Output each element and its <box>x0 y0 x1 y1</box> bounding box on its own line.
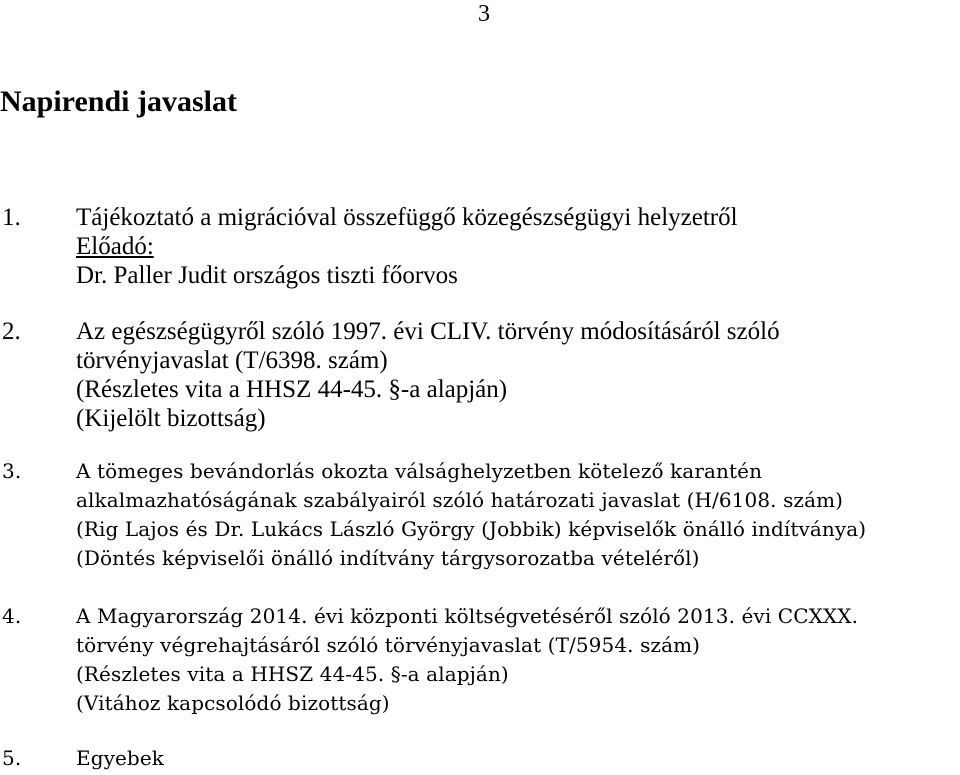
page-number: 3 <box>478 1 490 27</box>
presenter-name: Dr. Paller Judit országos tiszti főorvos <box>76 262 458 289</box>
agenda-item-number: 4. <box>2 604 22 628</box>
presenter-label: Előadó: <box>76 233 154 260</box>
agenda-item-line: alkalmazhatóságának szabályairól szóló határozati javaslat (H/6108. szám) <box>76 488 844 512</box>
agenda-item-line: Tájékoztató a migrációval összefüggő közegészségügyi helyzetről <box>76 204 738 231</box>
agenda-item-number: 2. <box>2 318 21 345</box>
agenda-item-number: 3. <box>2 459 22 483</box>
agenda-item-line: (Részletes vita a HHSZ 44-45. §-a alapján) <box>76 376 508 403</box>
agenda-item-line: (Döntés képviselői önálló indítvány tárgysorozatba vételéről) <box>76 546 700 570</box>
agenda-item-number: 1. <box>2 204 21 231</box>
agenda-item-line: (Vitához kapcsolódó bizottság) <box>76 691 390 715</box>
agenda-item-line: (Kijelölt bizottság) <box>76 405 266 432</box>
agenda-item-line: Az egészségügyről szóló 1997. évi CLIV. törvény módosításáról szóló <box>76 318 780 345</box>
agenda-item-line: (Részletes vita a HHSZ 44-45. §-a alapján) <box>76 662 509 686</box>
agenda-item-line: törvény végrehajtásáról szóló törvényjavaslat (T/5954. szám) <box>76 633 701 657</box>
page-title: Napirendi javaslat <box>0 85 237 118</box>
agenda-item-text <box>76 744 164 773</box>
agenda-item-line: A Magyarország 2014. évi központi költségvetéséről szóló 2013. évi CCXXX. <box>76 604 859 628</box>
agenda-item-text <box>76 203 738 290</box>
agenda-item-text <box>76 317 780 433</box>
agenda-item-line: (Rig Lajos és Dr. Lukács László György (Jobbik) képviselők önálló indítványa) <box>76 517 867 541</box>
agenda-item-number: 5. <box>2 746 22 770</box>
agenda-item-line: törvényjavaslat (T/6398. szám) <box>76 347 388 374</box>
agenda-item-text <box>76 457 866 573</box>
agenda-item-line: Egyebek <box>76 746 164 770</box>
agenda-item-text <box>76 602 858 718</box>
agenda-item-line: A tömeges bevándorlás okozta válsághelyzetben kötelező karantén <box>76 459 763 483</box>
